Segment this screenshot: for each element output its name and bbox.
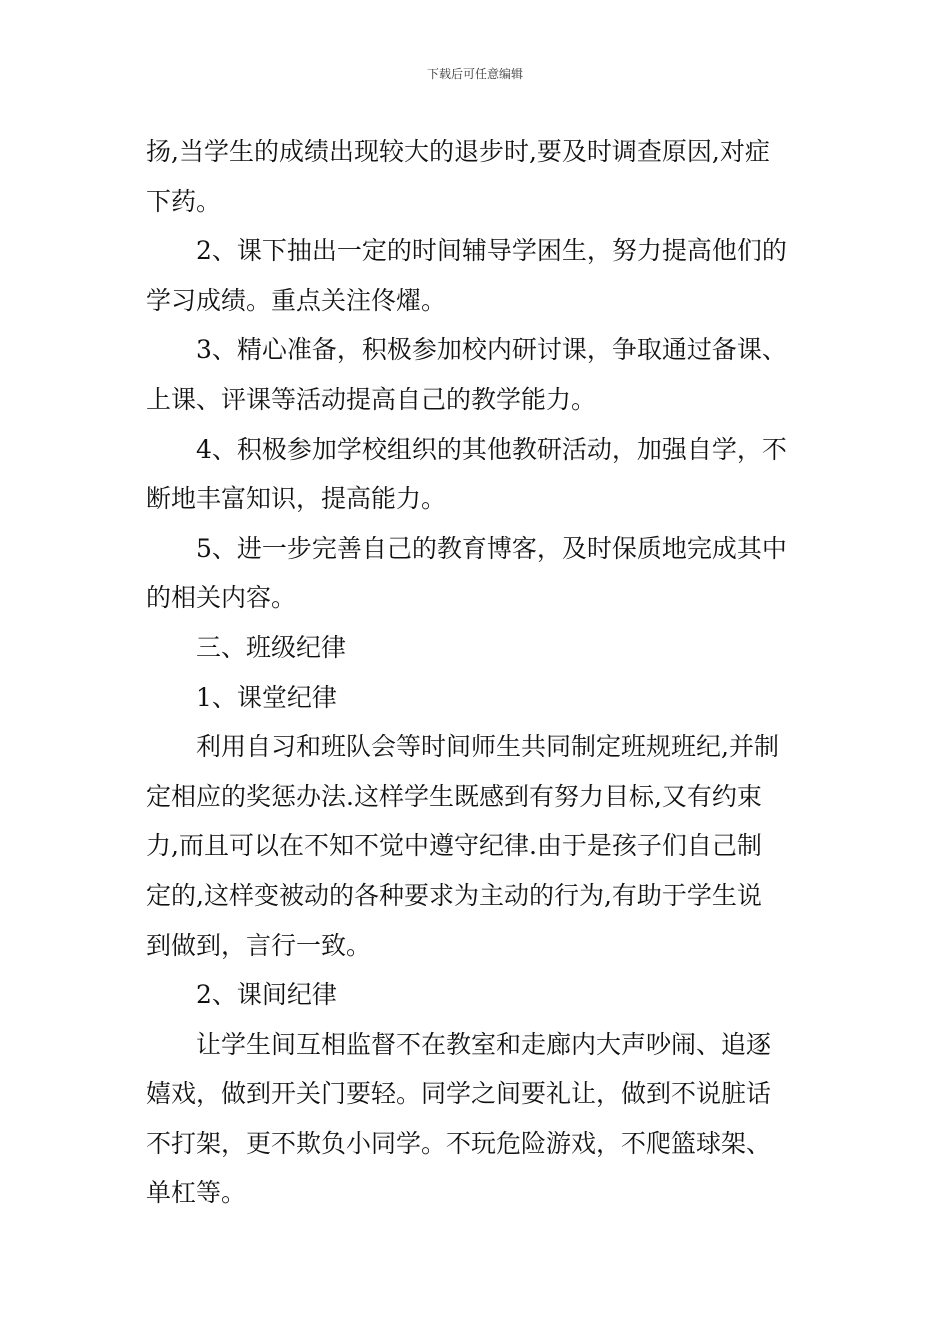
text-line: 单杠等。 bbox=[146, 1178, 247, 1208]
section-heading: 三、班级纪律 bbox=[196, 632, 347, 662]
text-line: 利用自习和班队会等时间师生共同制定班规班纪,并制 bbox=[196, 732, 779, 762]
text-line: 不打架，更不欺负小同学。不玩危险游戏，不爬篮球架、 bbox=[146, 1128, 772, 1158]
text-line: 让学生间互相监督不在教室和走廊内大声吵闹、追逐 bbox=[196, 1029, 772, 1059]
text-line: 3、精心准备，积极参加校内研讨课，争取通过备课、 bbox=[196, 335, 787, 365]
page-header-note: 下载后可任意编辑 bbox=[426, 67, 523, 81]
text-line: 定相应的奖惩办法.这样学生既感到有努力目标,又有约束 bbox=[146, 781, 762, 811]
text-line: 下药。 bbox=[146, 186, 222, 216]
text-line: 上课、评课等活动提高自己的教学能力。 bbox=[146, 384, 597, 414]
subsection-heading: 1、课堂纪律 bbox=[196, 682, 337, 712]
text-line: 学习成绩。重点关注佟燿。 bbox=[146, 285, 447, 315]
text-line: 嬉戏，做到开关门要轻。同学之间要礼让，做到不说脏话 bbox=[146, 1079, 772, 1109]
subsection-heading: 2、课间纪律 bbox=[196, 980, 337, 1010]
document-body bbox=[146, 127, 808, 1218]
text-line: 到做到，言行一致。 bbox=[146, 930, 372, 960]
text-line: 力,而且可以在不知不觉中遵守纪律.由于是孩子们自己制 bbox=[146, 831, 762, 861]
text-line: 的相关内容。 bbox=[146, 583, 297, 613]
text-line: 定的,这样变被动的各种要求为主动的行为,有助于学生说 bbox=[146, 880, 762, 910]
text-line: 断地丰富知识，提高能力。 bbox=[146, 484, 447, 514]
text-line: 5、进一步完善自己的教育博客，及时保质地完成其中 bbox=[196, 533, 787, 563]
text-line: 2、课下抽出一定的时间辅导学困生，努力提高他们的 bbox=[196, 236, 787, 266]
text-line: 4、积极参加学校组织的其他教研活动，加强自学，不 bbox=[196, 434, 787, 464]
text-line: 扬,当学生的成绩出现较大的退步时,要及时调查原因,对症 bbox=[146, 137, 770, 166]
